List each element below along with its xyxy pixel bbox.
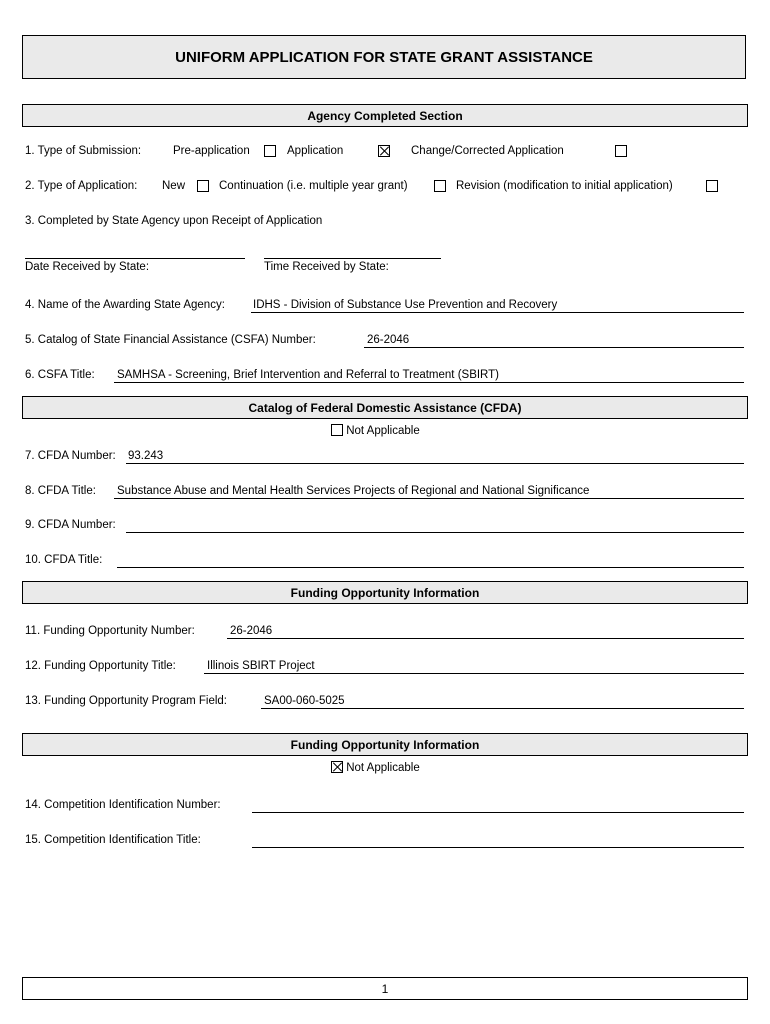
q2-continuation-label: Continuation (i.e. multiple year grant) [219, 180, 408, 192]
funding-section-header: Funding Opportunity Information [22, 581, 748, 604]
q14-label: 14. Competition Identification Number: [25, 799, 221, 811]
q11-value[interactable]: 26-2046 [230, 625, 273, 637]
q1-application-label: Application [287, 145, 344, 157]
q6-label: 6. CSFA Title: [25, 369, 95, 381]
q9-label: 9. CFDA Number: [25, 519, 116, 531]
q10-label: 10. CFDA Title: [25, 554, 103, 566]
q12-label: 12. Funding Opportunity Title: [25, 660, 176, 672]
q15-field[interactable] [252, 847, 744, 848]
q4-label: 4. Name of the Awarding State Agency: [25, 299, 225, 311]
competition-not-applicable-label: Not Applicable [346, 762, 420, 774]
q10-field[interactable] [117, 567, 744, 568]
q2-continuation-checkbox[interactable] [434, 180, 446, 192]
q12-value[interactable]: Illinois SBIRT Project [207, 660, 315, 672]
q13-label: 13. Funding Opportunity Program Field: [25, 695, 227, 707]
q13-value[interactable]: SA00-060-5025 [264, 695, 345, 707]
q7-underline [126, 463, 744, 464]
q7-label: 7. CFDA Number: [25, 450, 116, 462]
q1-label: 1. Type of Submission: [25, 145, 142, 157]
q6-value[interactable]: SAMHSA - Screening, Brief Intervention and Referral to Treatment (SBIRT) [117, 369, 500, 381]
date-received-label: Date Received by State: [25, 261, 150, 273]
q5-underline [364, 347, 744, 348]
q12-underline [204, 673, 744, 674]
q11-underline [227, 638, 744, 639]
cfda-section-header: Catalog of Federal Domestic Assistance (CFDA) [22, 396, 748, 419]
q6-underline [114, 382, 744, 383]
q2-revision-label: Revision (modification to initial application) [456, 180, 673, 192]
cfda-not-applicable[interactable] [331, 424, 420, 438]
agency-section-header: Agency Completed Section [22, 104, 748, 127]
q15-label: 15. Competition Identification Title: [25, 834, 201, 846]
q1-preapplication-label: Pre-application [173, 145, 250, 157]
q1-preapplication-checkbox[interactable] [264, 145, 276, 157]
competition-section-header: Funding Opportunity Information [22, 733, 748, 756]
q4-value[interactable]: IDHS - Division of Substance Use Prevention and Recovery [253, 299, 558, 311]
q9-field[interactable] [126, 532, 744, 533]
competition-not-applicable[interactable] [331, 761, 420, 775]
page-number: 1 [22, 977, 748, 1000]
q2-label: 2. Type of Application: [25, 180, 138, 192]
q8-label: 8. CFDA Title: [25, 485, 96, 497]
cfda-not-applicable-checkbox[interactable] [331, 424, 343, 436]
cfda-not-applicable-label: Not Applicable [346, 425, 420, 437]
competition-not-applicable-checkbox[interactable] [331, 761, 343, 773]
q1-change-label: Change/Corrected Application [411, 145, 564, 157]
q11-label: 11. Funding Opportunity Number: [25, 625, 195, 637]
q1-application-checkbox[interactable] [378, 145, 390, 157]
q2-new-checkbox[interactable] [197, 180, 209, 192]
form-title: UNIFORM APPLICATION FOR STATE GRANT ASSISTANCE [22, 35, 746, 79]
q5-label: 5. Catalog of State Financial Assistance (CSFA) Number: [25, 334, 316, 346]
q13-underline [261, 708, 744, 709]
time-received-field[interactable] [264, 258, 441, 259]
q3-label: 3. Completed by State Agency upon Receipt of Application [25, 215, 323, 227]
q8-underline [114, 498, 744, 499]
q2-new-label: New [162, 180, 186, 192]
q14-field[interactable] [252, 812, 744, 813]
q2-revision-checkbox[interactable] [706, 180, 718, 192]
time-received-label: Time Received by State: [264, 261, 389, 273]
q8-value[interactable]: Substance Abuse and Mental Health Services Projects of Regional and National Significance [117, 485, 590, 497]
q7-value[interactable]: 93.243 [128, 450, 164, 462]
q5-value[interactable]: 26-2046 [367, 334, 410, 346]
date-received-field[interactable] [25, 258, 245, 259]
q4-underline [251, 312, 744, 313]
q1-change-checkbox[interactable] [615, 145, 627, 157]
